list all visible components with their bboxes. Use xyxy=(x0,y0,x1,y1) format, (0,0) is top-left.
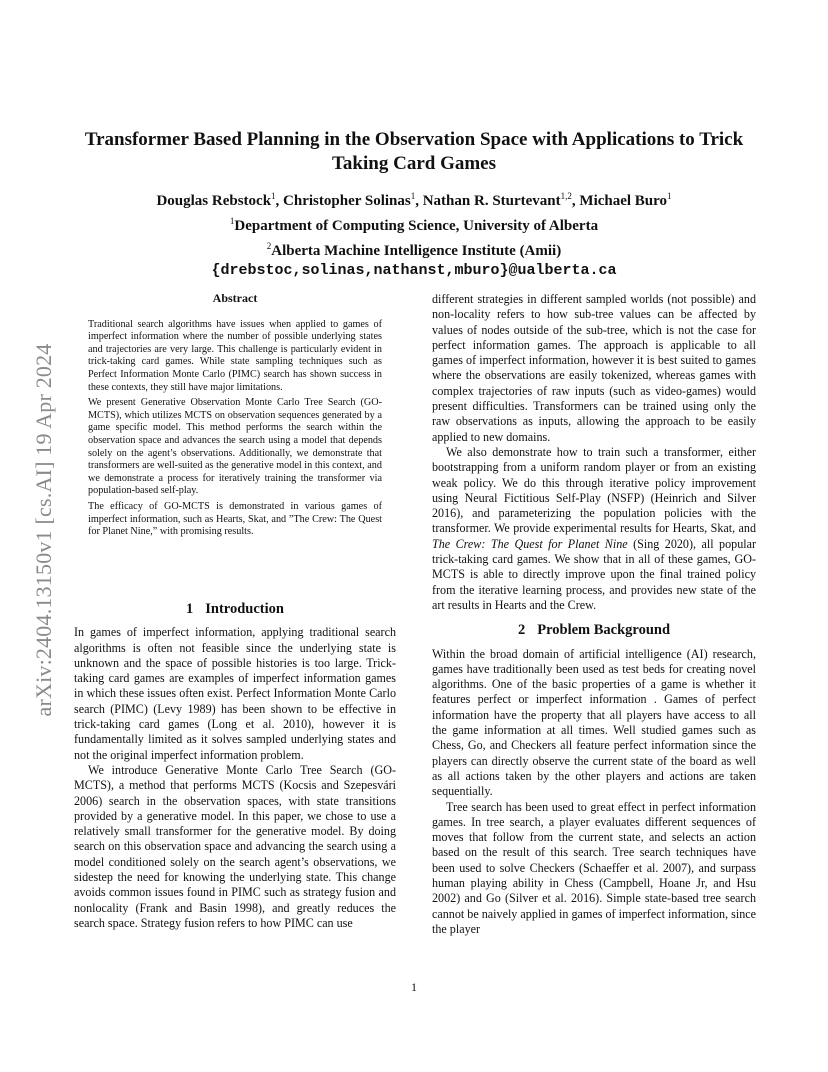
paper-title: Transformer Based Planning in the Observation Space with Applications to Trick Taking Card Games xyxy=(84,129,744,174)
author-affiliation-mark: 1 xyxy=(271,191,276,201)
right-column xyxy=(432,292,756,937)
body-paragraph: We introduce Generative Monte Carlo Tree Search (GO-MCTS), a method that performs MCTS (Kocsis and Szepesvári 2006) search in the observation spaces, with state transitions provided by a generative model. In this paper, we chose to use a relatively small transformer for the generative model. By doing search on this observation space and advancing the search using a model conditioned solely on the search agent’s observations, we sidestep the need for knowing the underlying state. This change avoids common issues found in PIMC such as strategy fusion and nonlocality (Frank and Basin 1998), and greatly reduces the search space. Strategy fusion refers to how PIMC can use xyxy=(74,762,396,930)
author-affiliation-mark: 1,2 xyxy=(560,191,572,201)
introduction-section xyxy=(74,602,396,931)
body-paragraph: In games of imperfect information, applying traditional search algorithms is often not feasible since the underlying state is unknown and the space of possible histories is too large. Trick-taking card games are examples of imperfect information games in which these issues often exist. Perfect Information Monte Carlo search (PIMC) (Levy 1989) has been shown to be effective in trick-taking card games (Long et al. 2010), however it is fundamentally limited as it solves sampled underlying states and not the original imperfect information problem. xyxy=(74,625,396,762)
author-name: Christopher Solinas xyxy=(283,193,411,209)
abstract-section xyxy=(88,292,382,542)
affiliation-line: $^2$Alberta Machine Intelligence Institute (Amii) xyxy=(266,241,562,259)
game-title-italic: The Crew: The Quest for Planet Nine xyxy=(432,536,628,551)
author-block xyxy=(70,186,758,281)
abstract-paragraph: Traditional search algorithms have issues when applied to games of imperfect information where the number of possible underlying states and trajectories are very large. This challenge is particularly evident in trick-taking card games. While state sampling techniques such as Perfect Information Monte Carlo (PIMC) search has shown success in these contexts, they still have major limitations. xyxy=(88,318,382,393)
section-heading: 1 Introduction xyxy=(186,601,284,617)
author-name: Nathan R. Sturtevant xyxy=(422,193,561,209)
page-number: 1 xyxy=(411,980,417,994)
section-heading: 2 Problem Background xyxy=(517,622,671,639)
author-affiliation-mark: 1 xyxy=(410,191,416,201)
arxiv-identifier-stamp xyxy=(14,300,74,760)
body-paragraph: Within the broad domain of artificial intelligence (AI) research, games have traditionally been used as test beds for creating novel algorithms. One of the basic properties of a game is whether it features perfect or imperfect information . Games of perfect information have the property that all players have access to all the game information at all times. Well studied games such as Chess, Go, and Checkers all feature perfect information since the players can directly observe the current state of the board as well as all actions taken by the other players and actions are taken sequentially. xyxy=(432,646,756,799)
arxiv-identifier-text: arXiv:2404.13150v1 [cs.AI] 19 Apr 2024 xyxy=(31,343,56,717)
affiliation-line: $^1$Department of Computing Science, University of Alberta xyxy=(229,216,599,234)
author-name: Michael Buro xyxy=(579,193,668,209)
abstract-heading: Abstract xyxy=(212,291,258,305)
abstract-paragraph: We present Generative Observation Monte Carlo Tree Search (GO-MCTS), which utilizes MCTS on observation sequences generated by a game specific model. This method performs the search within the observation space and advances the search using a model that depends solely on the agent’s observations. Additionally, we demonstrate that transformers are well-suited as the generative model in this context, and we demonstrate a process for iteratively training the transformer via population-based self-play. xyxy=(88,397,382,497)
body-paragraph: We also demonstrate how to train such a transformer, either bootstrapping from a uniform random player or from an existing weak policy. We do this through iterative policy improvement using Neural Fictitious Self-Play (NSFP) (Heinrich and Silver 2016), and parameterizing the population policies with the transformer. We provide experimental results for Hearts, Skat, and The Crew: The Quest for Planet Nine (Sing 2020), all popular trick-taking card games. We show that in all of these games, GO-MCTS is able to directly improve upon the final trained policy from the iterative learning process, and provides new state of the art results in Hearts and the Crew. xyxy=(432,444,756,612)
abstract-paragraph: The efficacy of GO-MCTS is demonstrated in various games of imperfect information, such as Hearts, Skat, and ”The Crew: The Quest for Planet Nine,” with promising results. xyxy=(88,500,382,538)
author-list: Douglas Rebstock$^1$, Christopher Solinas$^1$, Nathan R. Sturtevant$^{1,2}$, Michael Buro$^1$ xyxy=(156,191,672,209)
author-name: Douglas Rebstock xyxy=(156,193,272,209)
author-affiliation-mark: 1 xyxy=(667,191,672,201)
author-emails: {drebstoc,solinas,nathanst,mburo}@ualberta.ca xyxy=(211,262,617,279)
body-paragraph: Tree search has been used to great effect in perfect information games. In tree search, a player evaluates different sequences of moves that follow from the current state, and selects an action based on the result of this search. Tree search techniques have been used to solve Checkers (Schaeffer et al. 2007), and surpass human playing ability in Chess (Campbell, Hoane Jr, and Hsu 2002) and Go (Silver et al. 2016). Simple state-based tree search cannot be naively applied in games of imperfect information, since the player xyxy=(432,799,756,936)
body-paragraph: different strategies in different sampled worlds (not possible) and non-locality refers to how sub-tree values can be affected by values of nodes outside of the sub-tree, which is not the case for perfect information games. The approach is applicable to all games of imperfect information, however it is best suited to games where the observations are easily tokenized, whereas games with complex trajectories of raw inputs (such as video-games) would present difficulties. Transformers can be trained using only the raw observations as inputs, allowing the approach to be easily applied to new domains. xyxy=(432,292,756,444)
